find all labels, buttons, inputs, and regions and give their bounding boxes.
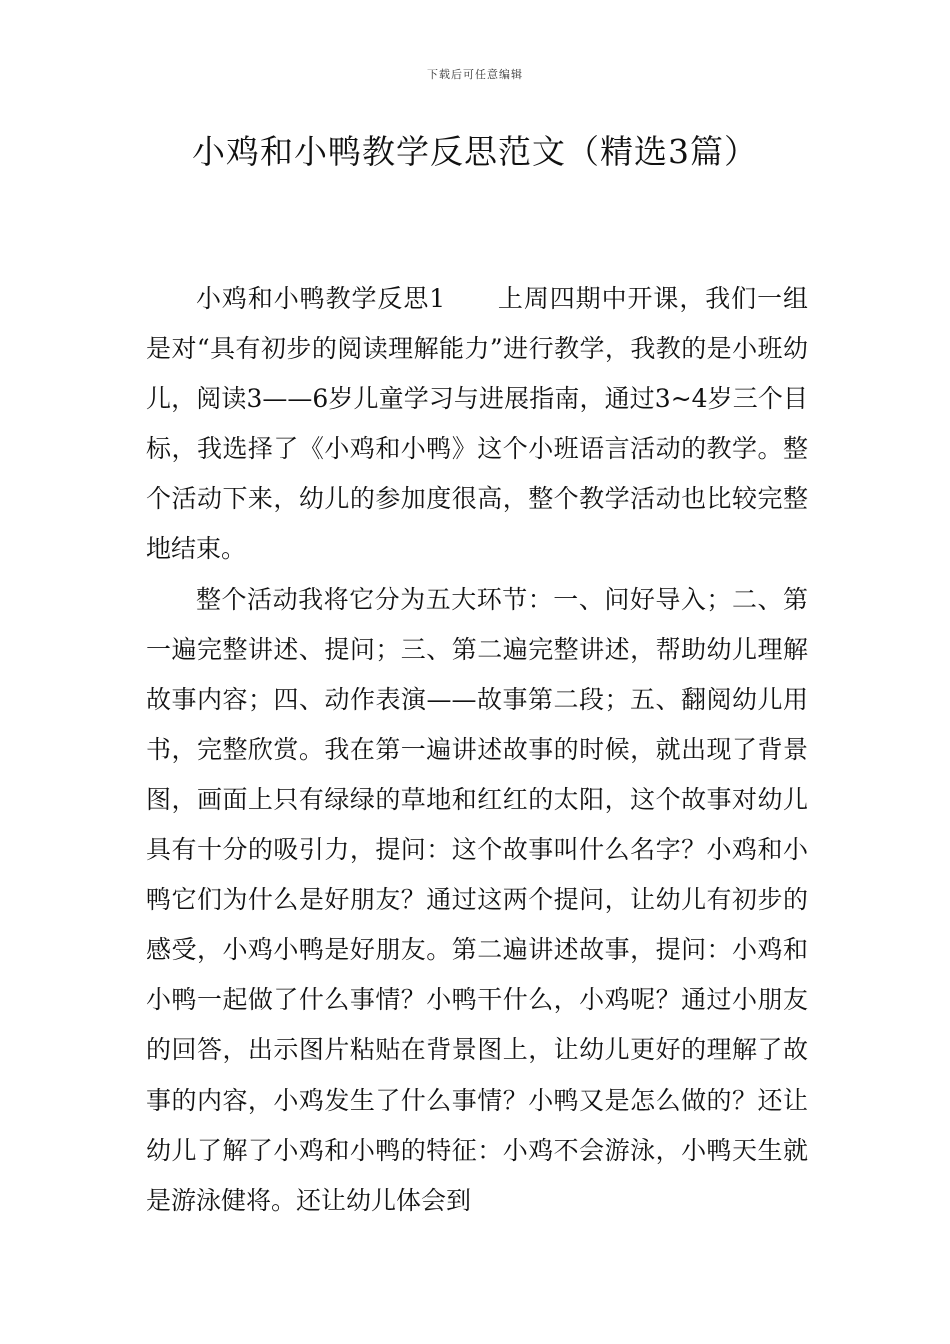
- header-note: 下载后可任意编辑: [427, 68, 523, 81]
- document-title: 小鸡和小鸭教学反思范文（精选3篇）: [192, 132, 758, 171]
- document-body: [146, 274, 808, 1226]
- paragraph-1: 小鸡和小鸭教学反思1 上周四期中开课，我们一组是对“具有初步的阅读理解能力”进行教学，我教的是小班幼儿，阅读3——6岁儿童学习与进展指南，通过3~4岁三个目标，我选择了《小鸡和小鸭》这个小班语言活动的教学。整个活动下来，幼儿的参加度很高，整个教学活动也比较完整地结束。: [146, 284, 808, 564]
- paragraph-2: 整个活动我将它分为五大环节：一、问好导入；二、第一遍完整讲述、提问；三、第二遍完整讲述，帮助幼儿理解故事内容；四、动作表演——故事第二段；五、翻阅幼儿用书，完整欣赏。我在第一遍讲述故事的时候，就出现了背景图，画面上只有绿绿的草地和红红的太阳，这个故事对幼儿具有十分的吸引力，提问：这个故事叫什么名字？小鸡和小鸭它们为什么是好朋友？通过这两个提问，让幼儿有初步的感受，小鸡小鸭是好朋友。第二遍讲述故事，提问：小鸡和小鸭一起做了什么事情？小鸭干什么，小鸡呢？通过小朋友的回答，出示图片粘贴在背景图上，让幼儿更好的理解了故事的内容，小鸡发生了什么事情？小鸭又是怎么做的？还让幼儿了解了小鸡和小鸭的特征：小鸡不会游泳，小鸭天生就是游泳健将。还让幼儿体会到: [146, 584, 808, 1215]
